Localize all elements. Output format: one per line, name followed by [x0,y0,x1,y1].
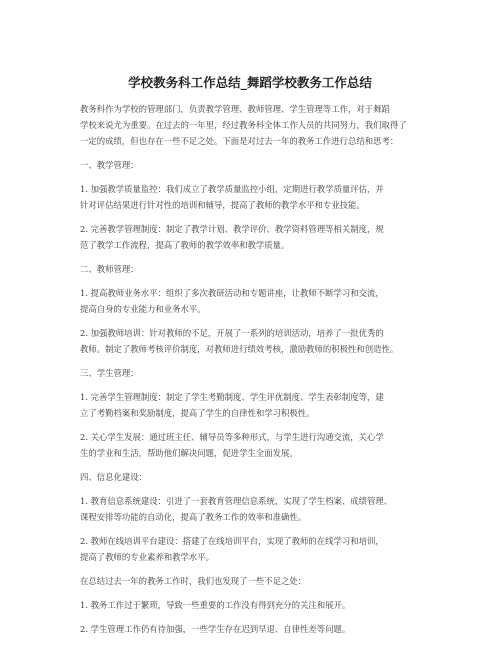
summary-heading: 在总结过去一年的教务工作时，我们也发现了一些不足之处： [80,576,307,586]
intro-paragraph: 教务科作为学校的管理部门，负责教学管理、教师管理、学生管理等工作，对于舞蹈 学校来说尤为重要。在过去的一年里，经过教务科全体工作人员的共同努力，我们取得了 一定的成绩，但也存在一些不足之处。下面是对过去一年的教务工作进行总结和思考： [80,104,407,146]
document-title: 学校教务科工作总结_舞蹈学校教务工作总结 [128,75,372,90]
paragraph-it-2: 2. 教师在线培训平台建设：搭建了在线培训平台，实现了教师的在线学习和培训， 提高了教师的专业素养和教学水平。 [80,536,384,562]
section-heading-it: 四、信息化建设： [80,472,147,482]
section-heading-teaching: 一、教学管理： [80,160,139,170]
shortcoming-2: 2. 学生管理工作仍有待加强，一些学生存在迟到早退、自律性差等问题。 [80,624,351,634]
paragraph-teachers-1: 1. 提高教师业务水平：组织了多次教研活动和专题讲座，让教师不断学习和交流， 提高自身的专业能力和业务水平。 [80,288,384,314]
paragraph-teaching-1: 1. 加强教学质量监控：我们成立了教学质量监控小组，定期进行教学质量评估，并 针对评估结果进行针对性的培训和辅导，提高了教师的教学水平和专业技能。 [80,184,384,210]
section-heading-students: 三、学生管理： [80,368,139,378]
shortcoming-1: 1. 教务工作过于繁琐，导致一些重要的工作没有得到充分的关注和展开。 [80,600,351,610]
paragraph-teachers-2: 2. 加强教师培训：针对教师的不足，开展了一系列的培训活动，培养了一批优秀的 教师。制定了教师考核评价制度，对教师进行绩效考核，激励教师的积极性和创造性。 [80,328,399,354]
section-heading-teachers: 二、教师管理： [80,264,139,274]
paragraph-students-2: 2. 关心学生发展：通过班主任、辅导员等多种形式，与学生进行沟通交流，关心学 生的学业和生活，帮助他们解决问题，促进学生全面发展。 [80,432,384,458]
paragraph-it-1: 1. 教育信息系统建设：引进了一套教育管理信息系统，实现了学生档案、成绩管理、 课程安排等功能的自动化，提高了教务工作的效率和准确性。 [80,496,393,522]
paragraph-teaching-2: 2. 完善教学管理制度：制定了教学计划、教学评价、教学资料管理等相关制度，规 范了教学工作流程，提高了教师的教学效率和教学质量。 [80,224,384,250]
paragraph-students-1: 1. 完善学生管理制度：制定了学生考勤制度、学生评优制度、学生表彰制度等，建 立了考勤档案和奖励制度，提高了学生的自律性和学习积极性。 [80,392,384,418]
